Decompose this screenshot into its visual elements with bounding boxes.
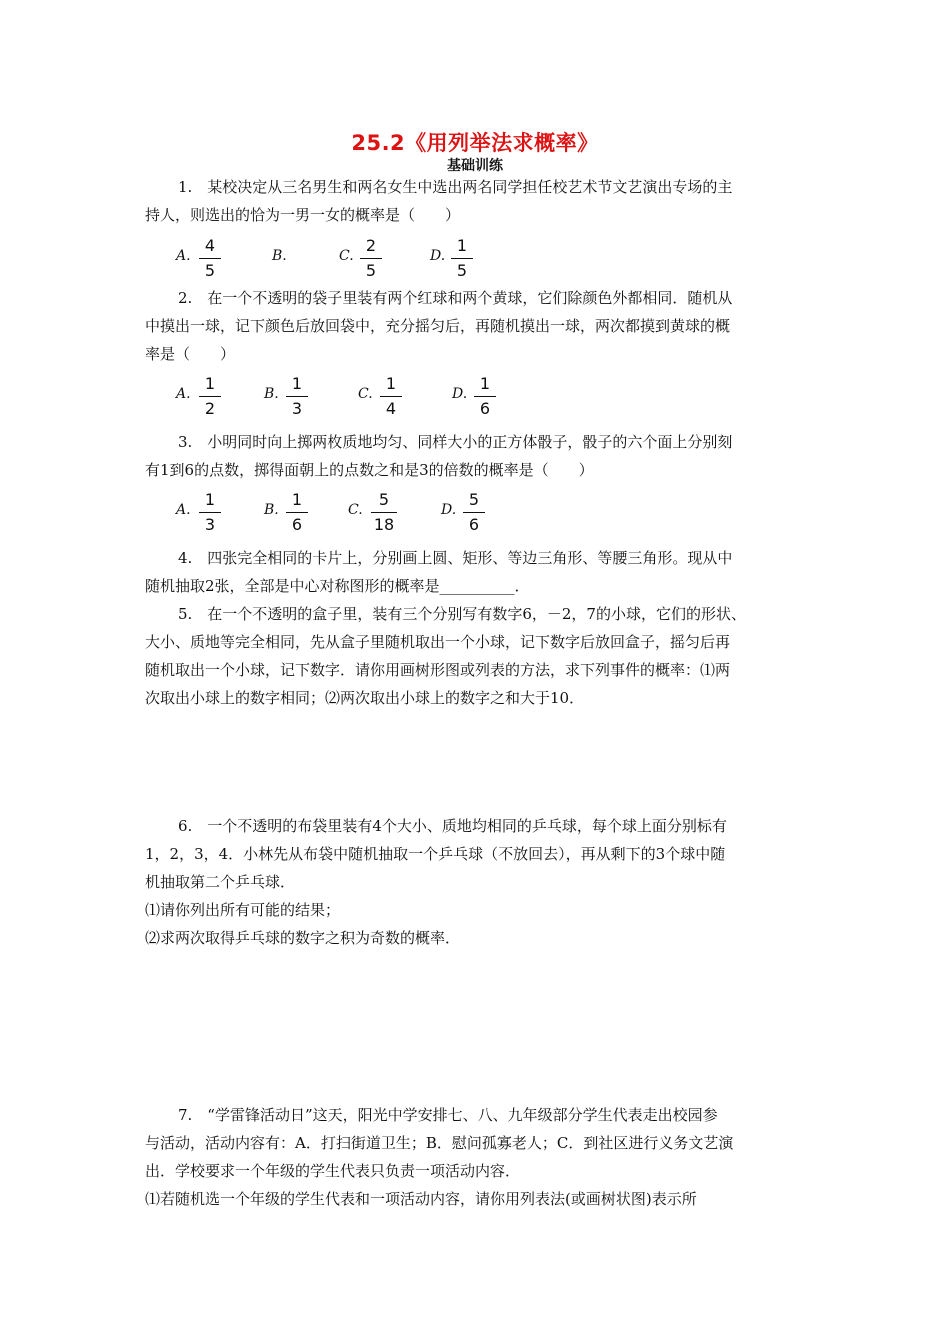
fraction: 1 3 xyxy=(196,489,224,536)
q6-line-4: ⑴请你列出所有可能的结果； xyxy=(145,901,341,919)
q5-line-3: 随机取出一个小球，记下数字．请你用画树形图或列表的方法，求下列事件的概率：⑴两 xyxy=(145,661,731,679)
fraction: 5 6 xyxy=(460,489,488,536)
q6-line-1: 6. 一个不透明的布袋里装有4个大小、质地均相同的乒乓球，每个球上面分别标有 xyxy=(178,817,727,835)
q6-line-2: 1，2，3，4．小林先从布袋中随机抽取一个乒乓球（不放回去），再从剩下的3个球中随 xyxy=(145,845,726,863)
fraction: 4 5 xyxy=(196,235,224,282)
q4-line-2: 随机抽取2张，全部是中心对称图形的概率是__________． xyxy=(145,577,530,595)
option-label: C. xyxy=(339,248,354,264)
section-subtitle: 基础训练 xyxy=(447,158,503,174)
q3-line-1: 3. 小明同时向上掷两枚质地均匀、同样大小的正方体骰子，骰子的六个面上分别刻 xyxy=(178,433,733,451)
q7-line-4: ⑴若随机选一个年级的学生代表和一项活动内容，请你用列表法(或画树状图)表示所 xyxy=(145,1190,697,1208)
q1-line-2: 持人，则选出的恰为一男一女的概率是（ ） xyxy=(145,206,461,224)
option-label: A. xyxy=(176,386,191,402)
fraction: 2 5 xyxy=(357,235,385,282)
q7-line-3: 出．学校要求一个年级的学生代表只负责一项活动内容． xyxy=(145,1162,521,1180)
q3-line-2: 有1到6的点数，掷得面朝上的点数之和是3的倍数的概率是（ ） xyxy=(145,461,594,479)
q2-line-3: 率是（ ） xyxy=(145,345,236,363)
fraction: 1 6 xyxy=(283,489,311,536)
option-label: C. xyxy=(358,386,373,402)
option-label: B. xyxy=(272,248,287,264)
option-label: B. xyxy=(264,502,279,518)
page-title: 25.2《用列举法求概率》 xyxy=(351,131,599,155)
q7-line-2: 与活动，活动内容有：A．打扫街道卫生；B．慰问孤寡老人；C．到社区进行义务文艺演 xyxy=(145,1134,734,1152)
fraction: 1 3 xyxy=(283,373,311,420)
q2-line-2: 中摸出一球，记下颜色后放回袋中，充分摇匀后，再随机摸出一球，两次都摸到黄球的概 xyxy=(145,317,731,335)
q2-line-1: 2. 在一个不透明的袋子里装有两个红球和两个黄球，它们除颜色外都相同．随机从 xyxy=(178,289,733,307)
q5-line-1: 5. 在一个不透明的盒子里，装有三个分别写有数字6，－2，7的小球，它们的形状、 xyxy=(178,605,746,623)
option-label: A. xyxy=(176,248,191,264)
option-label: D. xyxy=(441,502,457,518)
q6-line-3: 机抽取第二个乒乓球． xyxy=(145,873,296,891)
fraction: 1 4 xyxy=(377,373,405,420)
q4-line-1: 4. 四张完全相同的卡片上，分别画上圆、矩形、等边三角形、等腰三角形。现从中 xyxy=(178,549,733,567)
option-label: B. xyxy=(264,386,279,402)
fraction: 1 5 xyxy=(448,235,476,282)
option-label: A. xyxy=(176,502,191,518)
option-label: D. xyxy=(430,248,446,264)
option-label: C. xyxy=(348,502,363,518)
option-label: D. xyxy=(452,386,468,402)
fraction: 5 18 xyxy=(368,489,400,536)
fraction: 1 2 xyxy=(196,373,224,420)
q1-line-1: 1. 某校决定从三名男生和两名女生中选出两名同学担任校艺术节文艺演出专场的主 xyxy=(178,178,733,196)
fraction: 1 6 xyxy=(471,373,499,420)
q5-line-2: 大小、质地等完全相同，先从盒子里随机取出一个小球，记下数字后放回盒子，摇匀后再 xyxy=(145,633,731,651)
q6-line-5: ⑵求两次取得乒乓球的数字之积为奇数的概率． xyxy=(145,929,461,947)
q5-line-4: 次取出小球上的数字相同；⑵两次取出小球上的数字之和大于10． xyxy=(145,689,585,707)
q7-line-1: 7. “学雷锋活动日”这天，阳光中学安排七、八、九年级部分学生代表走出校园参 xyxy=(178,1106,718,1124)
